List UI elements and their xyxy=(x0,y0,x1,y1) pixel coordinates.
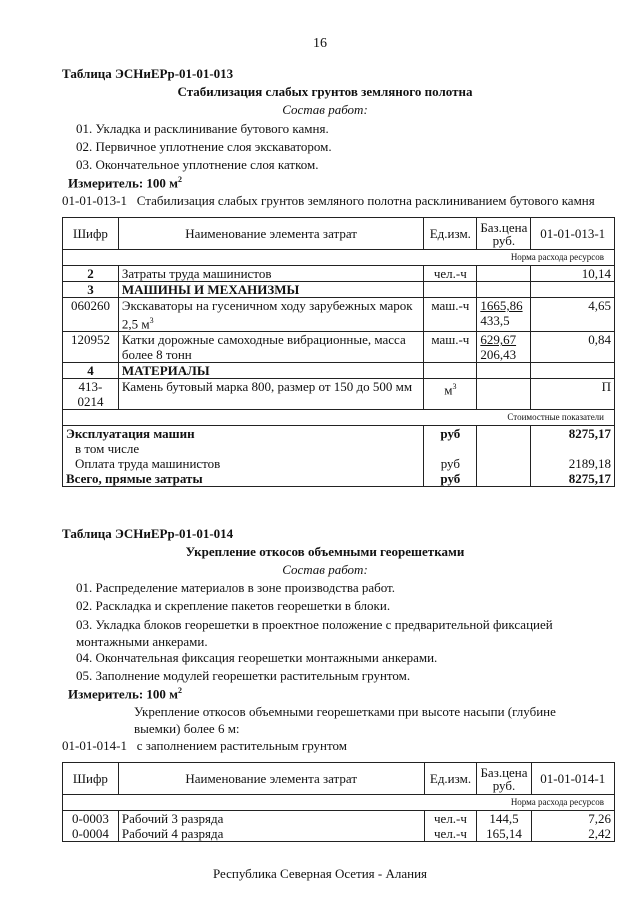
row-value: 7,26 xyxy=(531,811,614,827)
header-code: Шифр xyxy=(63,218,119,250)
row-unit: маш.-ч xyxy=(424,332,477,363)
header-unit: Ед.изм. xyxy=(424,218,477,250)
header-price: Баз.цена руб. xyxy=(477,218,531,250)
cost-name: в том числе xyxy=(63,441,424,456)
table2 xyxy=(62,762,615,842)
row-code: 4 xyxy=(63,363,119,379)
table2-work-item: 01. Распределение материалов в зоне производства работ. xyxy=(76,580,396,595)
header-code: Шифр xyxy=(63,763,119,795)
cost-unit: руб xyxy=(424,426,477,442)
norm-label: Норма расхода ресурсов xyxy=(63,250,615,266)
row-price: 1665,86 433,5 xyxy=(477,298,531,332)
row-unit: чел.-ч xyxy=(424,266,477,282)
header-name: Наименование элемента затрат xyxy=(118,763,424,795)
cost-value: 8275,17 xyxy=(531,426,615,442)
header-column: 01-01-014-1 xyxy=(531,763,614,795)
table1-title: Таблица ЭСНиЕРр-01-01-013 xyxy=(62,66,234,81)
table1-work-item: 01. Укладка и расклинивание бутового камня. xyxy=(76,121,329,136)
table1-code-line: 01-01-013-1 Стабилизация слабых грунтов земляного полотна расклиниванием бутового камня xyxy=(62,193,595,208)
row-name: Экскаваторы на гусеничном ходу зарубежных марок 2,5 $м^3$ xyxy=(118,298,424,332)
cost-name: Всего, прямые затраты xyxy=(63,471,424,487)
table2-work-item: 05. Заполнение модулей георешетки растительным грунтом. xyxy=(76,668,411,683)
row-value: 10,14 xyxy=(531,266,615,282)
row-value: 0,84 xyxy=(531,332,615,363)
section-heading: МАШИНЫ И МЕХАНИЗМЫ xyxy=(118,282,424,298)
table2-work-item: 02. Раскладка и скрепление пакетов георешетки в блоки. xyxy=(76,598,391,613)
table2-title: Таблица ЭСНиЕРр-01-01-014 xyxy=(62,526,234,541)
row-code: 120952 xyxy=(63,332,119,363)
row-price: 629,67 206,43 xyxy=(477,332,531,363)
norm-label: Норма расхода ресурсов xyxy=(63,795,615,811)
cost-name: Оплата труда машинистов xyxy=(63,456,424,471)
row-unit: $м^3$ xyxy=(424,379,477,410)
row-name: Рабочий 3 разряда xyxy=(118,811,424,827)
row-value: 2,42 xyxy=(531,826,614,842)
table2-measure: Измеритель: 100 $м^2$ xyxy=(68,686,183,702)
header-name: Наименование элемента затрат xyxy=(118,218,424,250)
table1-work-item: 03. Окончательное уплотнение слоя катком. xyxy=(76,157,319,172)
page-number: 16 xyxy=(313,36,327,51)
table2-code-line: 01-01-014-1 с заполнением растительным грунтом xyxy=(62,738,347,753)
page-footer: Республика Северная Осетия - Алания xyxy=(212,866,428,881)
table2-group-text: Укрепление откосов объемными георешетками при высоте насыпи (глубине выемки) более 6 м: xyxy=(134,704,556,736)
table1-subtitle: Стабилизация слабых грунтов земляного полотна xyxy=(177,84,473,99)
table1-measure: Измеритель: 100 $м^2$ xyxy=(68,175,183,191)
header-unit: Ед.изм. xyxy=(424,763,477,795)
row-name: Камень бутовый марка 800, размер от 150 до 500 мм xyxy=(118,379,424,410)
header-column: 01-01-013-1 xyxy=(531,218,615,250)
table2-work-item: 04. Окончательная фиксация георешетки монтажными анкерами. xyxy=(76,650,438,665)
header-price: Баз.цена руб. xyxy=(477,763,531,795)
table-row xyxy=(63,826,615,842)
row-name: Рабочий 4 разряда xyxy=(118,826,424,842)
table1 xyxy=(62,217,615,487)
row-name: Затраты труда машинистов xyxy=(118,266,424,282)
table1-work-item: 02. Первичное уплотнение слоя экскаватором. xyxy=(76,139,332,154)
row-code: 0-0003 xyxy=(63,811,119,827)
row-code: 3 xyxy=(63,282,119,298)
cost-value: 2189,18 xyxy=(531,456,615,471)
row-code: 2 xyxy=(63,266,119,282)
row-unit: маш.-ч xyxy=(424,298,477,332)
row-code: 413-0214 xyxy=(63,379,119,410)
row-unit: чел.-ч xyxy=(424,826,477,842)
row-name: Катки дорожные самоходные вибрационные, масса более 8 тонн xyxy=(118,332,424,363)
row-price: 165,14 xyxy=(477,826,531,842)
cost-value: 8275,17 xyxy=(531,471,615,487)
cost-name: Эксплуатация машин xyxy=(63,426,424,442)
row-code: 060260 xyxy=(63,298,119,332)
table1-works-heading: Состав работ: xyxy=(282,102,368,117)
table-row xyxy=(63,811,615,827)
cost-unit: руб xyxy=(424,456,477,471)
row-value: П xyxy=(531,379,615,410)
row-price: 144,5 xyxy=(477,811,531,827)
row-code: 0-0004 xyxy=(63,826,119,842)
row-unit: чел.-ч xyxy=(424,811,477,827)
cost-unit: руб xyxy=(424,471,477,487)
table2-subtitle: Укрепление откосов объемными георешетками xyxy=(185,544,465,559)
cost-label: Стоимостные показатели xyxy=(63,410,615,426)
table2-work-item: 03. Укладка блоков георешетки в проектное положение с предварительной фиксацией монтажными анкерами. xyxy=(76,617,553,649)
section-heading: МАТЕРИАЛЫ xyxy=(118,363,424,379)
row-value: 4,65 xyxy=(531,298,615,332)
table2-works-heading: Состав работ: xyxy=(282,562,368,577)
